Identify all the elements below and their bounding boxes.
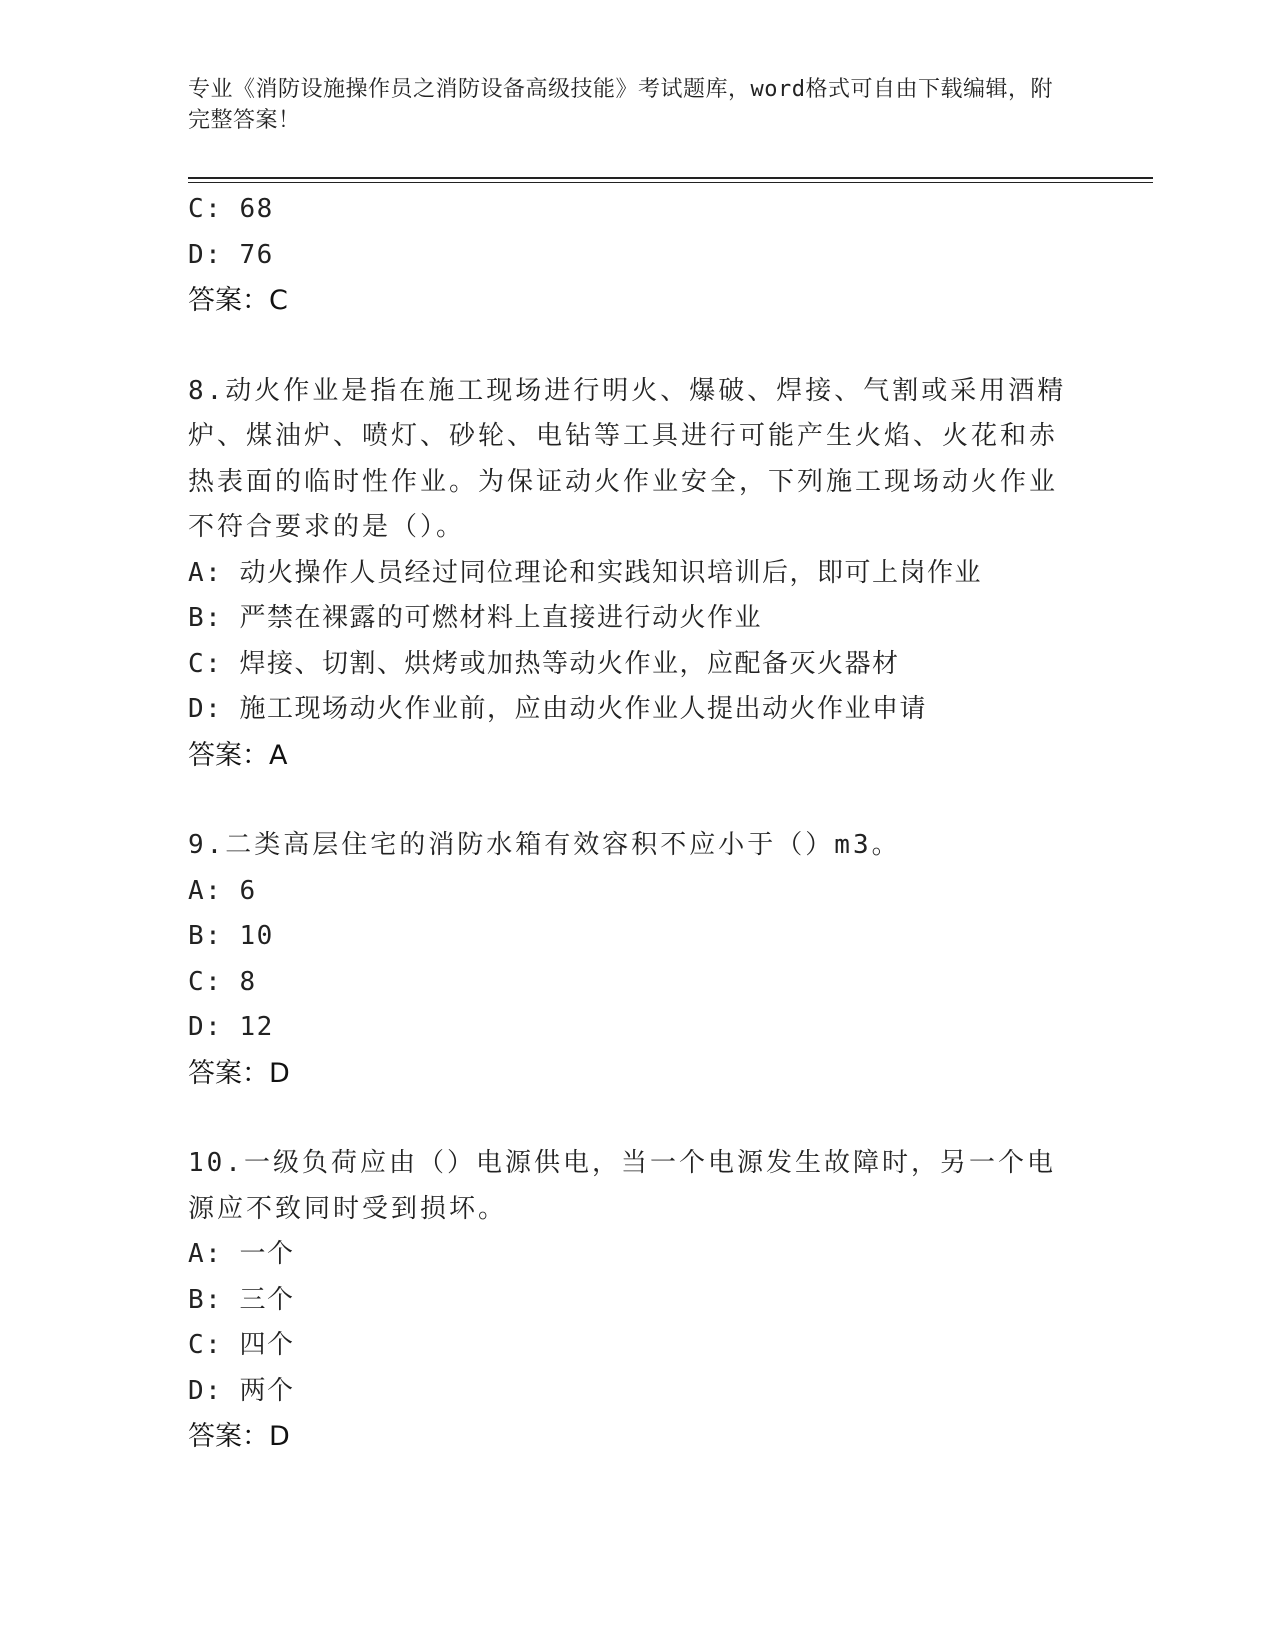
option-a: A: 动火操作人员经过同位理论和实践知识培训后，即可上岗作业 — [188, 557, 982, 588]
option-d: D: 施工现场动火作业前，应由动火作业人提出动火作业申请 — [188, 694, 927, 724]
answer-line: 答案：A — [188, 739, 288, 771]
answer-line: 答案：D — [188, 1421, 290, 1452]
page-header: 专业《消防设施操作员之消防设备高级技能》考试题库，word格式可自由下载编辑，附完整答案！ — [188, 77, 1053, 133]
question-9 — [188, 823, 1068, 1096]
question-stem: 8.动火作业是指在施工现场进行明火、爆破、焊接、气割或采用酒精炉、煤油炉、喷灯、砂轮、电钻等工具进行可能产生火焰、火花和赤热表面的临时性作业。为保证动火作业安全，下列施工现场动火作业不符合要求的是（）。 — [188, 375, 1067, 542]
option-c: C: 68 — [188, 194, 274, 224]
answer-line: 答案：D — [188, 1057, 290, 1089]
question-8 — [188, 369, 1068, 779]
option-b: B: 严禁在裸露的可燃材料上直接进行动火作业 — [188, 603, 762, 633]
option-d: D: 两个 — [188, 1375, 295, 1406]
previous-question-tail — [188, 187, 1068, 324]
answer-line: 答案：C — [188, 285, 288, 316]
option-b: B: 三个 — [188, 1284, 295, 1315]
header-divider-thin — [188, 182, 1153, 183]
question-stem: 9.二类高层住宅的消防水箱有效容积不应小于（）m3。 — [188, 830, 901, 860]
option-c: C: 8 — [188, 966, 257, 997]
option-a: A: 一个 — [188, 1239, 295, 1269]
option-c: C: 焊接、切割、烘烤或加热等动火作业，应配备灭火器材 — [188, 648, 900, 679]
option-d: D: 76 — [188, 239, 274, 270]
option-a: A: 6 — [188, 875, 257, 906]
question-stem: 10.一级负荷应由（）电源供电，当一个电源发生故障时，另一个电源应不致同时受到损坏。 — [188, 1148, 1056, 1224]
option-d: D: 12 — [188, 1012, 274, 1042]
option-c: C: 四个 — [188, 1330, 295, 1360]
question-10 — [188, 1141, 1068, 1460]
question-list — [188, 187, 1068, 1460]
option-b: B: 10 — [188, 921, 274, 951]
header-divider — [188, 177, 1153, 179]
